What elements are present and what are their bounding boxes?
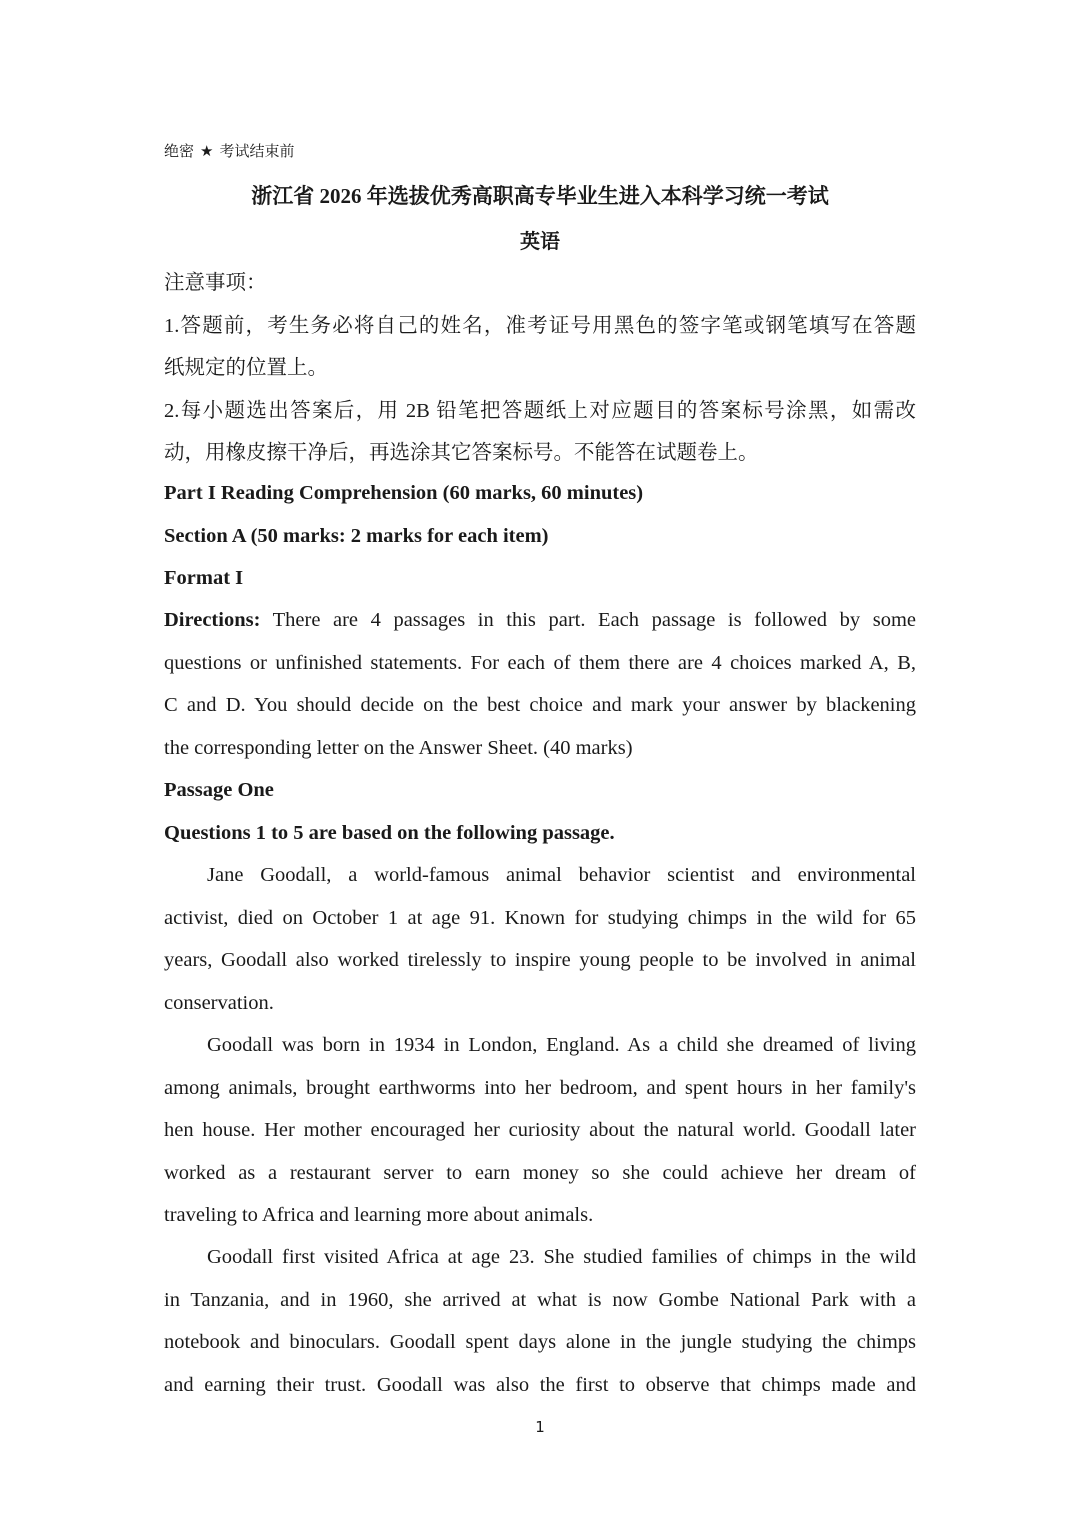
paragraph-line: Goodall first visited Africa at age 23. She studied families of chimps in the wild: [207, 1246, 916, 1268]
passage-title: Passage One: [164, 779, 274, 801]
paragraph-line: notebook and binoculars. Goodall spent days alone in the jungle studying the chimps: [164, 1331, 916, 1353]
confidential-header: [164, 140, 916, 161]
paragraph-line: traveling to Africa and learning more about animals.: [164, 1204, 594, 1226]
paragraph-line: conservation.: [164, 991, 274, 1014]
note-1-line-2: 纸规定的位置上。: [164, 357, 328, 379]
directions-line-1: Directions: There are 4 passages in this part. Each passage is followed by some: [164, 609, 916, 631]
paragraph-line: years, Goodall also worked tirelessly to inspire young people to be involved in animal: [164, 949, 916, 971]
note-2-line-1: 2.每小题选出答案后，用 2B 铅笔把答题纸上对应题目的答案标号涂黑，如需改: [164, 399, 916, 422]
page-number: 1: [535, 1418, 545, 1436]
exam-page: [164, 0, 916, 1528]
exam-title: 浙江省 2026 年选拔优秀高职高专毕业生进入本科学习统一考试: [251, 184, 829, 208]
directions-line-3: C and D. You should decide on the best choice and mark your answer by blackening: [164, 694, 916, 716]
before-exam-label: 考试结束前: [219, 142, 295, 160]
directions-line-2: questions or unfinished statements. For each of them there are 4 choices marked A, B,: [164, 651, 916, 674]
notes-block: [164, 262, 916, 475]
paragraph-line: Jane Goodall, a world-famous animal behavior scientist and environmental: [207, 864, 916, 886]
passage-questions: Questions 1 to 5 are based on the following passage.: [164, 821, 615, 844]
paragraph-line: worked as a restaurant server to earn money so she could achieve her dream of: [164, 1161, 916, 1184]
section-headings: [164, 472, 916, 600]
paragraph-line: and earning their trust. Goodall was also the first to observe that chimps made and: [164, 1373, 916, 1396]
part-heading: Part I Reading Comprehension (60 marks, 60 minutes): [164, 482, 644, 504]
star-icon: ★: [200, 142, 214, 160]
paragraph-line: in Tanzania, and in 1960, she arrived at what is now Gombe National Park with a: [164, 1288, 916, 1311]
notes-heading: 注意事项：: [164, 272, 267, 294]
paragraph-2: [164, 1024, 916, 1237]
format-heading: Format I: [164, 567, 244, 589]
note-1-line-1: 1.答题前，考生务必将自己的姓名，准考证号用黑色的签字笔或钢笔填写在答题: [164, 314, 916, 337]
paragraph-line: activist, died on October 1 at age 91. Known for studying chimps in the wild for 65: [164, 906, 916, 929]
section-heading: Section A (50 marks: 2 marks for each item): [164, 524, 549, 547]
paragraph-line: hen house. Her mother encouraged her curiosity about the natural world. Goodall later: [164, 1119, 916, 1141]
paragraph-1: [164, 854, 916, 1024]
paragraph-line: Goodall was born in 1934 in London, England. As a child she dreamed of living: [207, 1034, 916, 1056]
confidential-label: 绝密: [164, 142, 195, 160]
passage-headings: [164, 769, 916, 854]
directions-label: Directions:: [164, 609, 261, 631]
paragraph-3: [164, 1236, 916, 1406]
directions-line-4: the corresponding letter on the Answer Sheet. (40 marks): [164, 736, 633, 759]
paragraph-line: among animals, brought earthworms into her bedroom, and spent hours in her family's: [164, 1076, 916, 1099]
subject-title: 英语: [520, 231, 560, 253]
directions-block: [164, 599, 916, 769]
note-2-line-2: 动，用橡皮擦干净后，再选涂其它答案标号。不能答在试题卷上。: [164, 442, 759, 464]
